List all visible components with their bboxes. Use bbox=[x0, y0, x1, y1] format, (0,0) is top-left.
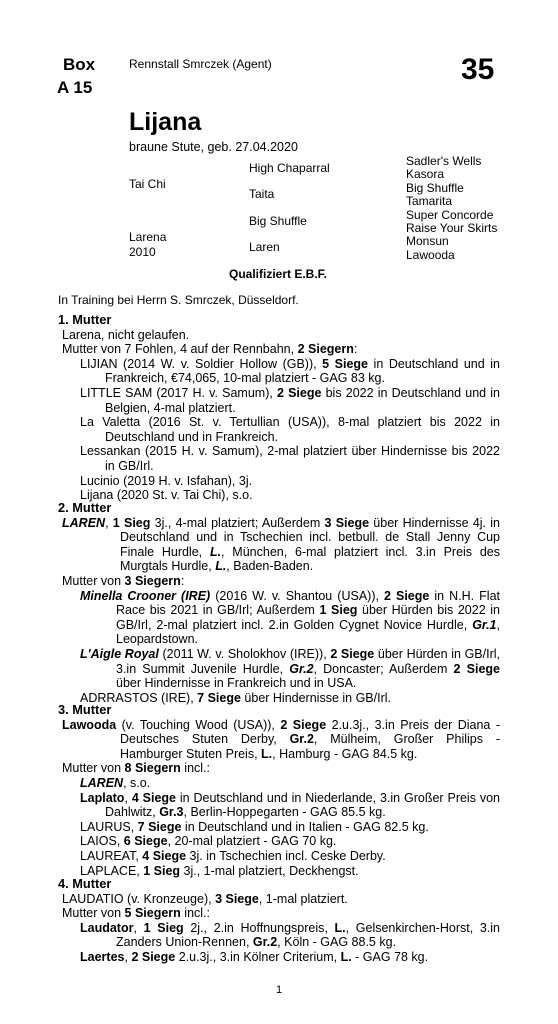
pedigree-g3-item: Tamarita bbox=[406, 194, 453, 209]
section-second-dam bbox=[58, 501, 500, 705]
pedigree-g3-item: Sadler's Wells bbox=[406, 154, 482, 168]
offspring-entry: LAUREAT, 4 Siege 3j. in Tschechien incl. Ceske Derby. bbox=[80, 848, 386, 863]
pedigree-dam-dam: Laren bbox=[249, 240, 280, 254]
pedigree-dam-sire: Big Shuffle bbox=[249, 214, 307, 228]
offspring-entry: LAURUS, 7 Siege in Deutschland und in Italien - GAG 82.5 kg. bbox=[80, 819, 429, 834]
dam-line: Larena, nicht gelaufen. bbox=[62, 327, 190, 342]
owner: Rennstall Smrczek (Agent) bbox=[129, 57, 272, 71]
produce-summary: Mutter von 3 Siegern: bbox=[62, 573, 185, 588]
pedigree-sire-dam: Taita bbox=[249, 187, 275, 201]
box-label: Box bbox=[63, 55, 96, 74]
section-title: 2. Mutter bbox=[58, 500, 112, 515]
produce-summary: Mutter von 5 Siegern incl.: bbox=[62, 906, 210, 921]
produce-summary: Mutter von 7 Fohlen, 4 auf der Rennbahn, 2 Siegern: bbox=[62, 342, 358, 357]
dam-line: LAREN, 1 Sieg 3j., 4-mal platziert; Außerdem 3 Siege über Hindernisse 4j. in Deutschland und in Tschechien incl. betbull. de Stall Jenny Cup Finale Hurdle, L., München, 6-mal platziert incl. 3.in Preis des Murgtals Hurdle, L., Baden-Baden. bbox=[62, 515, 501, 574]
offspring-entry: ADRRASTOS (IRE), 7 Siege über Hindernisse in GB/Irl. bbox=[80, 690, 391, 705]
section-third-dam bbox=[58, 703, 500, 878]
horse-name: Lijana bbox=[129, 108, 202, 136]
lot-number: 35 bbox=[461, 53, 495, 86]
section-title: 4. Mutter bbox=[58, 876, 112, 891]
pedigree-g3 bbox=[406, 155, 497, 262]
dam-line: LAUDATIO (v. Kronzeuge), 3 Siege, 1-mal platziert. bbox=[62, 891, 348, 906]
page-number: 1 bbox=[276, 984, 283, 996]
offspring-entry: LAPLACE, 1 Sieg 3j., 1-mal platziert, Deckhengst. bbox=[80, 863, 359, 878]
offspring-entry: Laplato, 4 Siege in Deutschland und in Niederlande, 3.in Großer Preis von Dahlwitz, Gr.3, Berlin-Hoppegarten - GAG 85.5 kg. bbox=[80, 790, 500, 820]
offspring-entry: Lucinio (2019 H. v. Isfahan), 3j. bbox=[80, 473, 253, 488]
pedigree-g3-item: Super Concorde bbox=[406, 207, 494, 222]
offspring-entry: L'Aigle Royal (2011 W. v. Sholokhov (IRE)), 2 Siege über Hürden in GB/Irl, 3.in Summit Juvenile Hurdle, Gr.2, Doncaster; Außerdem 2 Siege über Hindernisse in Frankreich und in USA. bbox=[80, 646, 500, 691]
offspring-entry: LAIOS, 6 Siege, 20-mal platziert - GAG 70 kg. bbox=[80, 834, 337, 849]
pedigree-sire-sire: High Chaparral bbox=[249, 161, 330, 175]
section-fourth-dam bbox=[58, 877, 500, 965]
produce-summary: Mutter von 8 Siegern incl.: bbox=[62, 761, 210, 776]
horse-description: braune Stute, geb. 27.04.2020 bbox=[129, 140, 298, 154]
offspring-entry: LITTLE SAM (2017 H. v. Samum), 2 Siege bis 2022 in Deutschland und in Belgien, 4-mal platziert. bbox=[80, 385, 500, 415]
pedigree-g3-item: Lawooda bbox=[406, 247, 455, 262]
dam-line: Lawooda (v. Touching Wood (USA)), 2 Siege 2.u.3j., 3.in Preis der Diana - Deutsches Stuten Derby, Gr.2, Mülheim, Großer Philips - Hamburger Stuten Preis, L., Hamburg - GAG 84.5 kg. bbox=[62, 717, 501, 761]
section-first-dam bbox=[58, 313, 500, 503]
offspring-entry: Lessankan (2015 H. v. Samum), 2-mal platziert über Hindernisse bis 2022 in GB/Irl. bbox=[80, 444, 500, 473]
offspring-entry: LAREN, s.o. bbox=[80, 775, 151, 790]
section-title: 3. Mutter bbox=[58, 702, 112, 717]
box-number: A 15 bbox=[57, 78, 93, 97]
qualification: Qualifiziert E.B.F. bbox=[229, 267, 328, 281]
offspring-entry: Lijana (2020 St. v. Tai Chi), s.o. bbox=[80, 488, 253, 503]
offspring-entry: Laertes, 2 Siege 2.u.3j., 3.in Kölner Criterium, L. - GAG 78 kg. bbox=[80, 949, 429, 964]
offspring-entry: Laudator, 1 Sieg 2j., 2.in Hoffnungspreis, L., Gelsenkirchen-Horst, 3.in Zanders Union-Rennen, Gr.2, Köln - GAG 88.5 kg. bbox=[80, 920, 500, 950]
pedigree-sire: Tai Chi bbox=[129, 177, 166, 191]
pedigree-dam-year: 2010 bbox=[129, 245, 156, 259]
training-note: In Training bei Herrn S. Smrczek, Düsseldorf. bbox=[58, 293, 299, 307]
section-title: 1. Mutter bbox=[58, 312, 112, 327]
pedigree-g3-item: Big Shuffle bbox=[406, 180, 464, 195]
offspring-entry: La Valetta (2016 St. v. Tertullian (USA)), 8-mal platziert bis 2022 in Deutschland und in Frankreich. bbox=[80, 415, 500, 444]
pedigree-g3-item: Raise Your Skirts bbox=[406, 221, 498, 236]
pedigree-dam: Larena bbox=[129, 230, 167, 244]
pedigree-g3-item: Kasora bbox=[406, 167, 445, 182]
offspring-entry: LIJIAN (2014 W. v. Soldier Hollow (GB)), 5 Siege in Deutschland und in Frankreich, €74,065, 10-mal platziert - GAG 83 kg. bbox=[80, 356, 500, 386]
offspring-entry: Minella Crooner (IRE) (2016 W. v. Shantou (USA)), 2 Siege in N.H. Flat Race bis 2021 in GB/Irl; Außerdem 1 Sieg über Hürden bis 2022 in GB/Irl, 2-mal platziert incl. 2.in Golden Cygnet Novice Hurdle, Gr.1, Leopardstown. bbox=[80, 588, 501, 647]
pedigree-g3-item: Monsun bbox=[406, 234, 449, 249]
